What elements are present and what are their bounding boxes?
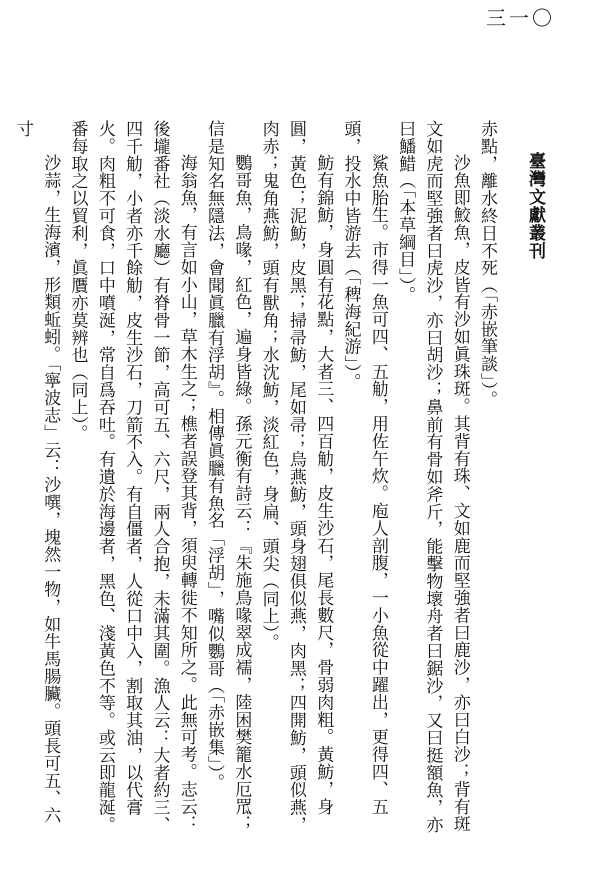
- paragraph-ray-fish: 魴有錦魴，身圓有花點，大者三、四百觔，皮生沙石，尾長數尺，骨弱肉粗。黃魴，身圓，黃色；泥魴，皮黑；掃帚魴，尾如帚；烏燕魴，頭身翅俱似燕，肉黑；四開魴，頭似燕，肉赤；鬼角燕魴，頭有獸角；水沈魴，淡紅色，身扁、頭尖（同上）。: [258, 120, 334, 834]
- series-title: 臺灣文獻叢刊: [525, 152, 545, 260]
- body-text: [12, 120, 500, 835]
- paragraph-shark-viviparous: 鯊魚胎生。市得一魚可四、五觔，用佐午炊。庖人剖腹，一小魚從中躍出，更得四、五頭，投水中皆游去（「稗海紀游」）。: [340, 120, 388, 816]
- paragraph-sea-cucumber: 沙蒜，生海濱，形類蚯蚓。「寧波志」云：沙噀，塊然一物，如牛馬腸臟。頭長可五、六寸: [12, 120, 61, 825]
- paragraph-whale: 海翁魚，有言如小山，草木生之；樵者誤登其背，須臾轉徙不知所之。此無可考。志云：後壠番社（淡水廳）有脊骨一節，高可五、六尺，兩人合抱，未滿其圍。漁人云：大者約三、四千觔，小者亦千餘觔，皮生沙石，刀箭不入。有自僵者，人從口中入，割取其油，以代膏火。肉粗不可食，口中噴涎，常自爲吞吐。有遺於海邊者，黑色、淺黃色不等。或云即龍涎。番每取之以貿利，眞贋亦莫辨也（同上）。: [67, 120, 197, 834]
- page-number: 三一〇: [486, 6, 555, 30]
- paragraph-chiyan-continuation: 赤點，離水終日不死（「赤嵌筆談」）。: [477, 120, 497, 408]
- paragraph-shark-skin: 沙魚即鮫魚，皮皆有沙如眞珠斑。其背有珠、文如鹿而堅強者曰鹿沙，亦曰白沙；背有斑文如虎而堅強者曰虎沙，亦曰胡沙；鼻前有骨如斧斤，能擊物壞舟者曰鋸沙，又曰挺額魚，亦曰鱕䱜（「本草綱目」）。: [395, 120, 470, 834]
- paragraph-parrot-fish: 鸚哥魚，鳥喙，紅色，遍身皆綠。孫元衡有詩云：『朱施鳥喙翠成襦，陸困樊籠水厄罛；信是知名無隱法，會聞眞臘有浮胡』。相傳眞臘有魚名「浮胡」，嘴似鸚哥（「赤嵌集」）。: [204, 120, 252, 833]
